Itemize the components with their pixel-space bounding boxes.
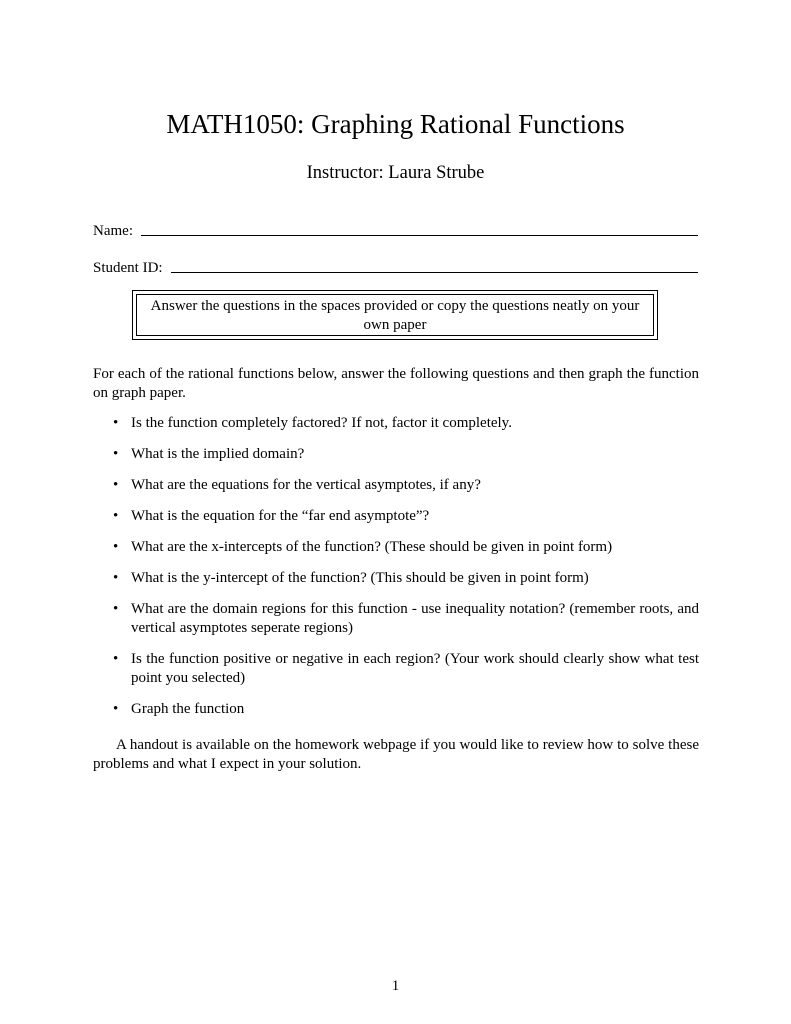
question-text: What are the equations for the vertical asymptotes, if any? bbox=[131, 477, 481, 493]
list-item bbox=[93, 445, 699, 464]
instruction-box bbox=[132, 290, 658, 340]
bullet-icon: • bbox=[113, 539, 119, 555]
closing-paragraph: A handout is available on the homework webpage if you would like to review how to solve these problems and what I expect in your solution. bbox=[93, 737, 699, 772]
question-text: What are the x-intercepts of the function? (These should be given in point form) bbox=[131, 539, 613, 555]
bullet-icon: • bbox=[113, 415, 119, 431]
page-title: MATH1050: Graphing Rational Functions bbox=[166, 109, 625, 139]
list-item bbox=[93, 650, 699, 688]
bullet-icon: • bbox=[113, 651, 119, 667]
list-item bbox=[93, 569, 699, 588]
bullet-icon: • bbox=[113, 446, 119, 462]
question-text: What are the domain regions for this function - use inequality notation? (remember roots, and vertical asymptotes seperate regions) bbox=[131, 601, 699, 636]
name-field[interactable] bbox=[93, 221, 698, 241]
student-id-field[interactable] bbox=[93, 258, 698, 278]
page-number: 1 bbox=[391, 978, 400, 994]
bullet-icon: • bbox=[113, 601, 119, 617]
student-id-blank-line[interactable] bbox=[171, 271, 698, 273]
question-text: Is the function positive or negative in each region? (Your work should clearly show what test point you selected) bbox=[131, 651, 699, 686]
name-blank-line[interactable] bbox=[141, 234, 698, 236]
bullet-icon: • bbox=[113, 477, 119, 493]
list-item bbox=[93, 414, 699, 433]
question-list bbox=[93, 414, 699, 731]
list-item bbox=[93, 600, 699, 638]
question-text: Graph the function bbox=[131, 701, 245, 717]
question-text: What is the implied domain? bbox=[131, 446, 305, 462]
name-label: Name: bbox=[93, 223, 133, 239]
bullet-icon: • bbox=[113, 570, 119, 586]
list-item bbox=[93, 700, 699, 719]
list-item bbox=[93, 476, 699, 495]
bullet-icon: • bbox=[113, 701, 119, 717]
question-text: What is the equation for the “far end asymptote”? bbox=[131, 508, 430, 524]
instructor-line: Instructor: Laura Strube bbox=[306, 163, 485, 183]
bullet-icon: • bbox=[113, 508, 119, 524]
student-id-label: Student ID: bbox=[93, 260, 163, 276]
question-text: What is the y-intercept of the function? (This should be given in point form) bbox=[131, 570, 589, 586]
intro-paragraph: For each of the rational functions below, answer the following questions and then graph the function on graph paper. bbox=[93, 366, 699, 401]
instruction-text: Answer the questions in the spaces provided or copy the questions neatly on your own paper bbox=[136, 294, 654, 336]
list-item bbox=[93, 507, 699, 526]
question-text: Is the function completely factored? If not, factor it completely. bbox=[131, 415, 512, 431]
list-item bbox=[93, 538, 699, 557]
